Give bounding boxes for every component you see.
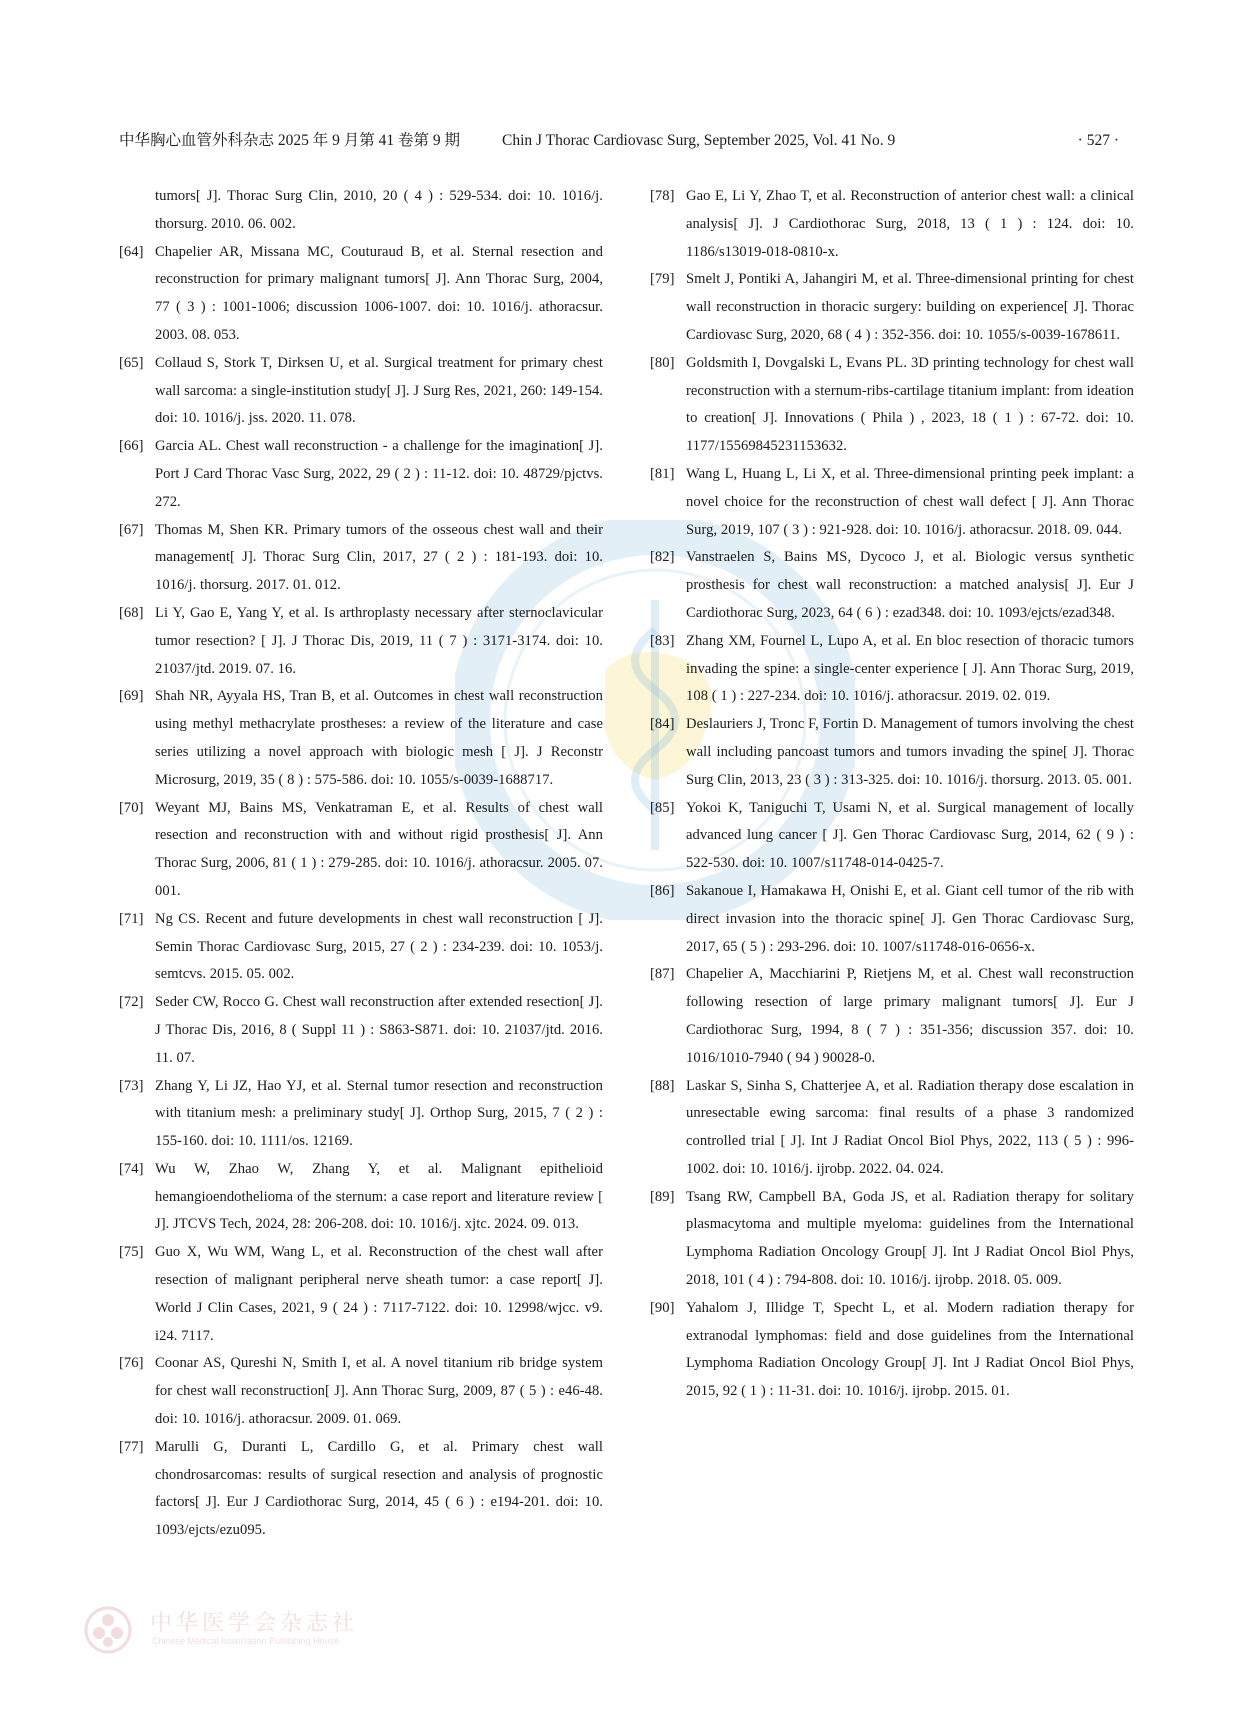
reference-entry [650,544,1134,627]
reference-entry [119,1239,603,1350]
reference-entry [119,600,603,683]
reference-text: Goldsmith I, Dovgalski L, Evans PL. 3D printing technology for chest wall reconstruction with a sternum-ribs-cartilage titanium implant: from ideation to creation[ J]. Innovations ( Phila ) , 2023, 18 ( 1 ) : 67-72. doi: 10. 1177/15569845231153632. [686,354,1134,455]
reference-text: Weyant MJ, Bains MS, Venkatraman E, et al. Results of chest wall resection and reconstruction with and without rigid prosthesis[ J]. Ann Thorac Surg, 2006, 81 ( 1 ) : 279-285. doi: 10. 1016/j. athoracsur. 2005. 07. 001. [155,799,603,899]
reference-number: [90] [650,1299,675,1316]
reference-number: [88] [650,1077,675,1094]
reference-text: Laskar S, Sinha S, Chatterjee A, et al. Radiation therapy dose escalation in unresectable ewing sarcoma: final results of a phase 3 randomized controlled trial [ J]. Int J Radiat Oncol Biol Phys, 2022, 113 ( 5 ) : 996-1002. doi: 10. 1016/j. ijrobp. 2022. 04. 024. [686,1077,1134,1177]
reference-text: Collaud S, Stork T, Dirksen U, et al. Surgical treatment for primary chest wall sarcoma: a single-institution study[ J]. J Surg Res, 2021, 260: 149-154. doi: 10. 1016/j. jss. 2020. 11. 078. [155,354,603,427]
reference-column-left [119,183,603,1545]
journal-title-en: Chin J Thorac Cardiovasc Surg, September 2025, Vol. 41 No. 9 [502,132,896,149]
reference-number: [82] [650,549,675,566]
reference-text: Seder CW, Rocco G. Chest wall reconstruction after extended resection[ J]. J Thorac Dis, 2016, 8 ( Suppl 11 ) : S863-S871. doi: 10. 21037/jtd. 2016. 11. 07. [155,994,603,1066]
reference-entry [119,989,603,1072]
reference-entry [650,1184,1134,1295]
reference-number: [65] [119,354,144,371]
reference-entry [650,961,1134,1072]
reference-number: [70] [119,799,144,816]
reference-entry [119,795,603,906]
reference-entry [650,795,1134,878]
reference-text: Smelt J, Pontiki A, Jahangiri M, et al. Three-dimensional printing for chest wall reconstruction in thoracic surgery: building on experience[ J]. Thorac Cardiovasc Surg, 2020, 68 ( 4 ) : 352-356. doi: 10. 1055/s-0039-1678611. [686,271,1134,343]
reference-entry [119,1073,603,1156]
reference-text: Sakanoue I, Hamakawa H, Onishi E, et al. Giant cell tumor of the rib with direct invasion into the thoracic spine[ J]. Gen Thorac Cardiovasc Surg, 2017, 65 ( 5 ) : 293-296. doi: 10. 1007/s11748-016-0656-x. [686,882,1134,955]
reference-text: Thomas M, Shen KR. Primary tumors of the osseous chest wall and their management[ J]. Thorac Surg Clin, 2017, 27 ( 2 ) : 181-193. doi: 10. 1016/j. thorsurg. 2017. 01. 012. [155,521,603,594]
reference-text: Deslauriers J, Tronc F, Fortin D. Management of tumors involving the chest wall including pancoast tumors and tumors invading the spine[ J]. Thorac Surg Clin, 2013, 23 ( 3 ) : 313-325. doi: 10. 1016/j. thorsurg. 2013. 05. 001. [686,716,1134,788]
reference-entry [650,711,1134,794]
reference-number: [80] [650,354,675,371]
reference-number: [78] [650,188,675,204]
reference-text: Zhang XM, Fournel L, Lupo A, et al. En bloc resection of thoracic tumors invading the spine: a single-center experience [ J]. Ann Thorac Surg, 2019, 108 ( 1 ) : 227-234. doi: 10. 1016/j. athoracsur. 2019. 02. 019. [686,632,1134,705]
reference-text: Wu W, Zhao W, Zhang Y, et al. Malignant epithelioid hemangioendothelioma of the sternum: a case report and literature review [ J]. JTCVS Tech, 2024, 28: 206-208. doi: 10. 1016/j. xjtc. 2024. 09. 013. [155,1160,603,1233]
reference-entry [119,1350,603,1433]
reference-entry [119,350,603,433]
reference-text: Ng CS. Recent and future developments in chest wall reconstruction [ J]. Semin Thorac Cardiovasc Surg, 2015, 27 ( 2 ) : 234-239. doi: 10. 1053/j. semtcvs. 2015. 05. 002. [155,910,603,983]
reference-text: Chapelier AR, Missana MC, Couturaud B, et al. Sternal resection and reconstruction for primary malignant tumors[ J]. Ann Thorac Surg, 2004, 77 ( 3 ) : 1001-1006; discussion 1006-1007. doi: 10. 1016/j. athoracsur. 2003. 08. 053. [155,243,603,343]
reference-entry [119,1434,603,1545]
reference-entry [119,517,603,600]
reference-text: Yahalom J, Illidge T, Specht L, et al. Modern radiation therapy for extranodal lymphomas: field and dose guidelines from the International Lymphoma Radiation Oncology Group[ J]. Int J Radiat Oncol Biol Phys, 2015, 92 ( 1 ) : 11-31. doi: 10. 1016/j. ijrobp. 2015. 01. [686,1299,1134,1400]
reference-entry [119,1156,603,1239]
reference-entry [119,906,603,989]
reference-number: [67] [119,521,144,538]
reference-text: Marulli G, Duranti L, Cardillo G, et al. Primary chest wall chondrosarcomas: results of surgical resection and analysis of prognostic factors[ J]. Eur J Cardiothorac Surg, 2014, 45 ( 6 ) : e194-201. doi: 10. 1093/ejcts/ezu095. [155,1438,603,1539]
reference-text: Yokoi K, Taniguchi T, Usami N, et al. Surgical management of locally advanced lung cancer [ J]. Gen Thorac Cardiovasc Surg, 2014, 62 ( 9 ) : 522-530. doi: 10. 1007/s11748-014-0425-7. [686,799,1134,872]
reference-number: [86] [650,882,675,899]
reference-number: [66] [119,438,144,455]
publisher-name-cn: 中华医学会杂志社 [150,1611,359,1636]
reference-number: [71] [119,910,144,927]
reference-text: Chapelier A, Macchiarini P, Rietjens M, et al. Chest wall reconstruction following resection of large primary malignant tumors[ J]. Eur J Cardiothorac Surg, 1994, 8 ( 7 ) : 351-356; discussion 357. doi: 10. 1016/1010-7940 ( 94 ) 90028-0. [686,966,1134,1066]
reference-text: Garcia AL. Chest wall reconstruction - a challenge for the imagination[ J]. Port J Card Thorac Vasc Surg, 2022, 29 ( 2 ) : 11-12. doi: 10. 48729/pjctvs. 272. [155,438,603,510]
reference-entry [650,350,1134,461]
reference-entry [119,433,603,516]
publisher-name-en: Chinese Medical Association Publishing House [152,1636,340,1646]
reference-entry [650,1295,1134,1406]
reference-text: Shah NR, Ayyala HS, Tran B, et al. Outcomes in chest wall reconstruction using methyl methacrylate prostheses: a review of the literature and case series utilizing a novel approach with biologic mesh [ J]. J Reconstr Microsurg, 2019, 35 ( 8 ) : 575-586. doi: 10. 1055/s-0039-1688717. [155,688,603,788]
reference-text: Vanstraelen S, Bains MS, Dycoco J, et al. Biologic versus synthetic prosthesis for chest wall reconstruction: a matched analysis[ J]. Eur J Cardiothorac Surg, 2023, 64 ( 6 ) : ezad348. doi: 10. 1093/ejcts/ezad348. [686,549,1134,621]
reference-number: [74] [119,1160,144,1177]
reference-text: Zhang Y, Li JZ, Hao YJ, et al. Sternal tumor resection and reconstruction with titanium mesh: a preliminary study[ J]. Orthop Surg, 2015, 7 ( 2 ) : 155-160. doi: 10. 1111/os. 12169. [155,1077,603,1150]
reference-entry [119,183,603,239]
reference-text: tumors[ J]. Thorac Surg Clin, 2010, 20 ( 4 ) : 529-534. doi: 10. 1016/j. thorsurg. 2010. 06. 002. [155,188,603,232]
reference-number: [73] [119,1077,144,1094]
reference-number: [85] [650,799,675,816]
reference-text: Tsang RW, Campbell BA, Goda JS, et al. Radiation therapy for solitary plasmacytoma and multiple myeloma: guidelines from the International Lymphoma Radiation Oncology Group[ J]. Int J Radiat Oncol Biol Phys, 2018, 101 ( 4 ) : 794-808. doi: 10. 1016/j. ijrobp. 2018. 05. 009. [686,1188,1134,1289]
reference-number: [89] [650,1188,675,1205]
reference-entry [650,461,1134,544]
reference-entry [650,628,1134,711]
reference-number: [75] [119,1244,144,1261]
reference-entry [650,1073,1134,1184]
reference-number: [77] [119,1438,144,1455]
reference-text: Wang L, Huang L, Li X, et al. Three-dimensional printing peek implant: a novel choice for the reconstruction of chest wall defect [ J]. Ann Thorac Surg, 2019, 107 ( 3 ) : 921-928. doi: 10. 1016/j. athoracsur. 2018. 09. 044. [686,465,1134,538]
reference-column-right [650,183,1134,1406]
reference-text: Guo X, Wu WM, Wang L, et al. Reconstruction of the chest wall after resection of malignant peripheral nerve sheath tumor: a case report[ J]. World J Clin Cases, 2021, 9 ( 24 ) : 7117-7122. doi: 10. 12998/wjcc. v9. i24. 7117. [155,1244,603,1344]
page-number: · 527 · [1077,132,1119,149]
reference-number: [83] [650,632,675,649]
reference-entry [650,878,1134,961]
journal-title-cn: 中华胸心血管外科杂志 2025 年 9 月第 41 卷第 9 期 [119,132,461,149]
reference-entry [119,683,603,794]
reference-text: Coonar AS, Qureshi N, Smith I, et al. A novel titanium rib bridge system for chest wall reconstruction[ J]. Ann Thorac Surg, 2009, 87 ( 5 ) : e46-48. doi: 10. 1016/j. athoracsur. 2009. 01. 069. [155,1355,603,1428]
reference-number: [64] [119,243,144,260]
reference-number: [81] [650,465,675,482]
reference-number: [79] [650,271,675,288]
reference-number: [72] [119,994,144,1011]
publisher-watermark [80,1602,560,1658]
publisher-logo-icon [80,1602,136,1658]
reference-text: Gao E, Li Y, Zhao T, et al. Reconstruction of anterior chest wall: a clinical analysis[ J]. J Cardiothorac Surg, 2018, 13 ( 1 ) : 124. doi: 10. 1186/s13019-018-0810-x. [686,188,1134,260]
reference-number: [87] [650,966,675,983]
reference-entry [650,183,1134,266]
running-header [119,130,1119,156]
reference-number: [68] [119,604,144,621]
reference-entry [119,239,603,350]
reference-text: Li Y, Gao E, Yang Y, et al. Is arthroplasty necessary after sternoclavicular tumor resection? [ J]. J Thorac Dis, 2019, 11 ( 7 ) : 3171-3174. doi: 10. 21037/jtd. 2019. 07. 16. [155,604,603,677]
reference-number: [69] [119,688,144,705]
reference-entry [650,266,1134,349]
reference-number: [76] [119,1355,144,1372]
reference-number: [84] [650,716,675,733]
